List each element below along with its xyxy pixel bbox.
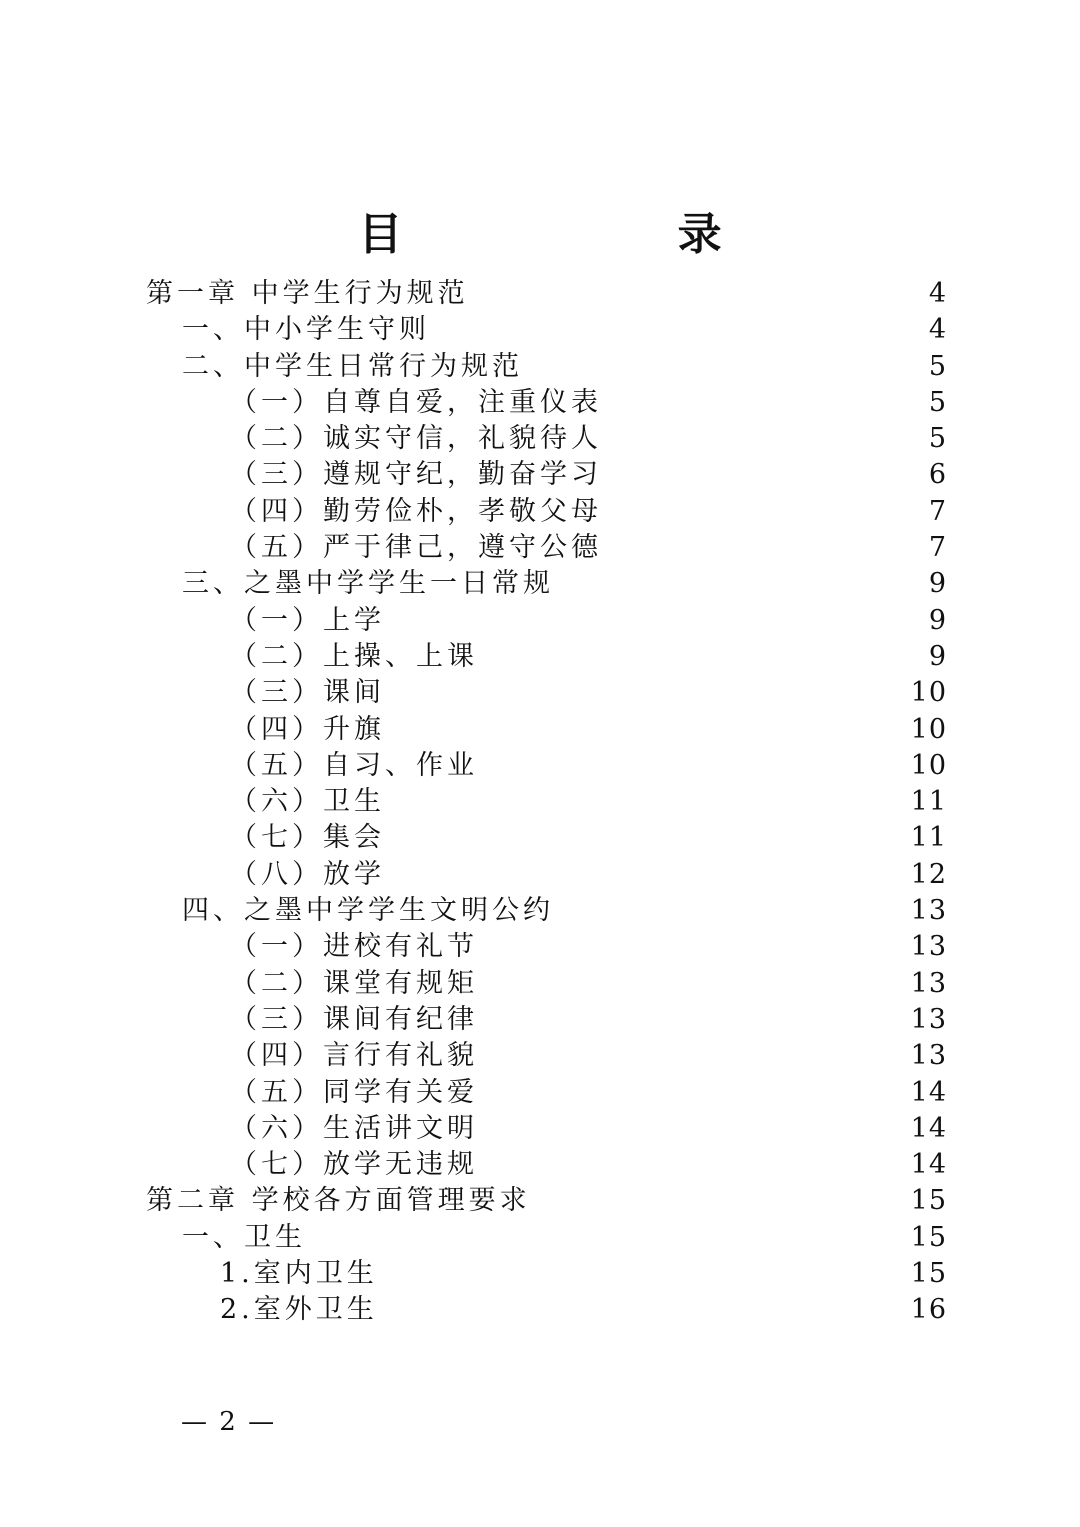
toc-entry-title: （一）上学: [230, 604, 385, 636]
toc-entry[interactable]: [0, 748, 1080, 784]
toc-entry-title: （七）放学无违规: [230, 1149, 478, 1181]
toc-entry-page-number: 9: [928, 604, 947, 636]
toc-entry-title: （六）卫生: [230, 786, 385, 818]
toc-entry[interactable]: [0, 1002, 1080, 1038]
toc-entry-page-number: 11: [910, 786, 947, 818]
toc-entry-page-number: 13: [910, 967, 947, 999]
toc-entry[interactable]: [0, 530, 1080, 566]
toc-entry-title: 二、中学生日常行为规范: [182, 350, 523, 382]
toc-entry[interactable]: [0, 1292, 1080, 1328]
toc-entry[interactable]: [0, 1183, 1080, 1219]
toc-entry-page-number: 13: [910, 895, 947, 927]
toc-entry[interactable]: [0, 675, 1080, 711]
toc-entry[interactable]: [0, 1111, 1080, 1147]
toc-entry-page-number: 5: [928, 386, 947, 418]
toc-entry-page-number: 5: [928, 423, 947, 455]
toc-entry-title: （二）上操、上课: [230, 640, 478, 672]
toc-entry-title: 第二章 学校各方面管理要求: [146, 1185, 531, 1217]
toc-entry-page-number: 10: [910, 677, 947, 709]
toc-entry-title: （二）诚实守信，礼貌待人: [230, 423, 602, 455]
toc-entry-page-number: 5: [928, 350, 947, 382]
toc-entry-title: （五）严于律己，遵守公德: [230, 532, 602, 564]
toc-entry-page-number: 9: [928, 568, 947, 600]
toc-entry-page-number: 14: [910, 1149, 947, 1181]
toc-entry-page-number: 14: [910, 1112, 947, 1144]
toc-entry-page-number: 6: [928, 459, 947, 491]
toc-entry[interactable]: [0, 1220, 1080, 1256]
toc-entry-page-number: 4: [928, 278, 947, 309]
toc-entry-title: （三）课间: [230, 677, 385, 709]
toc-entry-title: （三）课间有纪律: [230, 1003, 478, 1035]
toc-entry[interactable]: [0, 1038, 1080, 1074]
page-title: 目 录: [358, 209, 852, 260]
toc-entry[interactable]: [0, 1075, 1080, 1111]
toc-entry-title: （五）同学有关爱: [230, 1076, 478, 1108]
toc-entry-title: 一、卫生: [182, 1221, 306, 1253]
toc-entry[interactable]: [0, 639, 1080, 675]
toc-entry-page-number: 16: [910, 1294, 947, 1326]
toc-entry-page-number: 13: [910, 1040, 947, 1072]
toc-entry[interactable]: [0, 966, 1080, 1002]
toc-entry-page-number: 15: [910, 1185, 947, 1217]
toc-entry[interactable]: [0, 421, 1080, 457]
toc-entry[interactable]: [0, 857, 1080, 893]
toc-entry-title: （四）勤劳俭朴，孝敬父母: [230, 495, 602, 527]
toc-entry[interactable]: [0, 820, 1080, 856]
toc-entry-page-number: 10: [910, 749, 947, 781]
toc-entry-page-number: 13: [910, 931, 947, 963]
toc-entry[interactable]: [0, 893, 1080, 929]
toc-entry-page-number: 9: [928, 640, 947, 672]
toc-entry[interactable]: [0, 457, 1080, 493]
toc-entry-title: （六）生活讲文明: [230, 1112, 478, 1144]
toc-entry-page-number: 7: [928, 532, 947, 564]
toc-entry-title: （一）进校有礼节: [230, 931, 478, 963]
toc-entry[interactable]: [0, 603, 1080, 639]
toc-entry[interactable]: [0, 494, 1080, 530]
toc-entry[interactable]: [0, 784, 1080, 820]
toc-entry-title: （三）遵规守纪，勤奋学习: [230, 459, 602, 491]
toc-entry[interactable]: [0, 312, 1080, 348]
toc-entry-page-number: 7: [928, 495, 947, 527]
toc-entry[interactable]: [0, 566, 1080, 602]
toc-entry[interactable]: [0, 276, 1080, 312]
toc-entry-title: （四）言行有礼貌: [230, 1040, 478, 1072]
toc-entry[interactable]: [0, 1256, 1080, 1292]
toc-entry[interactable]: [0, 385, 1080, 421]
toc-entry-title: 1.室内卫生: [220, 1258, 378, 1290]
page-number: — 2 —: [181, 1407, 277, 1437]
toc-entry[interactable]: [0, 1147, 1080, 1183]
toc-entry-page-number: 4: [928, 314, 947, 346]
toc-entry-page-number: 12: [910, 858, 947, 890]
toc-entry-page-number: 14: [910, 1076, 947, 1108]
toc-entry-page-number: 11: [910, 822, 947, 854]
toc-entry-title: （二）课堂有规矩: [230, 967, 478, 999]
table-of-contents: [0, 276, 1080, 1329]
toc-entry-title: （八）放学: [230, 858, 385, 890]
toc-entry-title: （七）集会: [230, 822, 385, 854]
toc-entry-title: 三、之墨中学学生一日常规: [182, 568, 554, 600]
toc-entry-title: 第一章 中学生行为规范: [146, 278, 469, 309]
toc-entry-page-number: 15: [910, 1258, 947, 1290]
toc-entry[interactable]: [0, 929, 1080, 965]
toc-entry-title: （一）自尊自爱，注重仪表: [230, 386, 602, 418]
toc-entry[interactable]: [0, 712, 1080, 748]
toc-entry-title: 2.室外卫生: [220, 1294, 378, 1326]
toc-entry-title: 四、之墨中学学生文明公约: [182, 895, 554, 927]
toc-entry-title: 一、中小学生守则: [182, 314, 430, 346]
toc-entry-title: （四）升旗: [230, 713, 385, 745]
toc-entry-page-number: 10: [910, 713, 947, 745]
toc-entry-title: （五）自习、作业: [230, 749, 478, 781]
toc-entry[interactable]: [0, 349, 1080, 385]
toc-entry-page-number: 13: [910, 1003, 947, 1035]
toc-entry-page-number: 15: [910, 1221, 947, 1253]
